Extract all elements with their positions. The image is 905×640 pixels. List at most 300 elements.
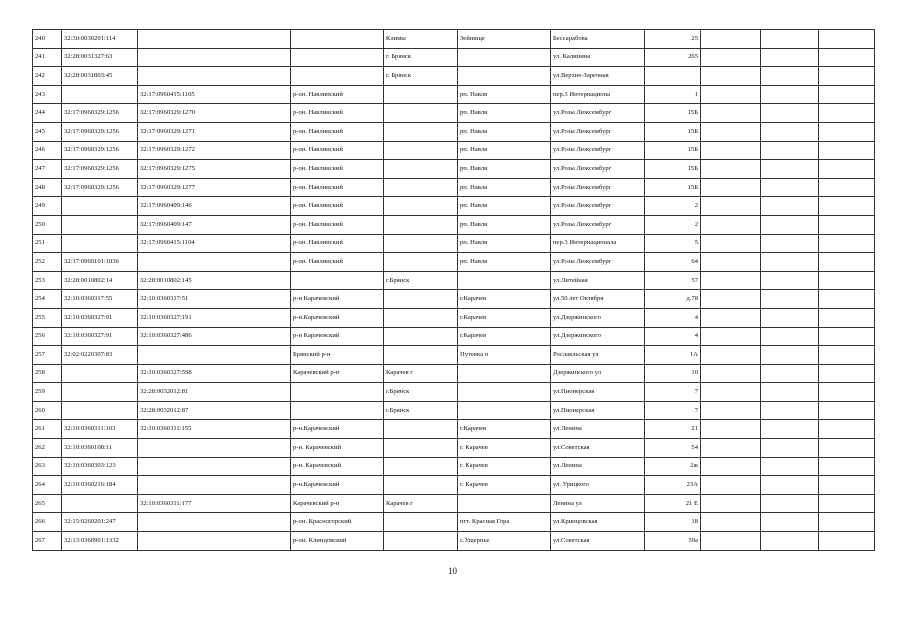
row-number-cell: 240 (33, 30, 62, 49)
empty-cell (701, 122, 761, 141)
cadastral-number-parcel-cell: 32:10:0360108:11 (62, 439, 138, 458)
cadastral-number-object-cell: 32:17:0960329:1270 (138, 104, 291, 123)
settlement-cell (458, 271, 551, 290)
table-row (33, 30, 875, 49)
street-cell: ул.Розы Люксембург (551, 141, 645, 160)
cadastral-number-parcel-cell: 32:15:0260201:247 (62, 513, 138, 532)
locality-cell: Климы (384, 30, 458, 49)
table-row (33, 364, 875, 383)
district-cell: р-он. Клинцовский (291, 532, 384, 551)
row-number-cell: 249 (33, 197, 62, 216)
empty-cell (819, 48, 875, 67)
locality-cell (384, 513, 458, 532)
locality-cell (384, 215, 458, 234)
empty-cell (819, 457, 875, 476)
cadastral-number-object-cell: 32:17:0960329:1275 (138, 160, 291, 179)
street-cell: ул.Советская (551, 532, 645, 551)
row-number-cell: 247 (33, 160, 62, 179)
empty-cell (701, 85, 761, 104)
house-number-cell: 59а (645, 532, 701, 551)
empty-cell (701, 160, 761, 179)
empty-cell (761, 327, 819, 346)
locality-cell: г.Брянск (384, 271, 458, 290)
empty-cell (819, 494, 875, 513)
district-cell: Карачевский р-н (291, 364, 384, 383)
district-cell: р-н. Карачевский (291, 439, 384, 458)
empty-cell (819, 420, 875, 439)
empty-cell (761, 253, 819, 272)
empty-cell (761, 197, 819, 216)
empty-cell (761, 160, 819, 179)
district-cell: р-он. Навлинский (291, 215, 384, 234)
row-number-cell: 248 (33, 178, 62, 197)
row-number-cell: 256 (33, 327, 62, 346)
cadastral-number-parcel-cell: 32:10:0360303:123 (62, 457, 138, 476)
registry-table-body (33, 30, 875, 551)
empty-cell (701, 364, 761, 383)
settlement-cell: рп. Навля (458, 253, 551, 272)
cadastral-number-object-cell: 32:10:0360317:51 (138, 290, 291, 309)
empty-cell (701, 494, 761, 513)
empty-cell (819, 85, 875, 104)
empty-cell (761, 476, 819, 495)
empty-cell (761, 30, 819, 49)
locality-cell (384, 308, 458, 327)
house-number-cell: 21 (645, 420, 701, 439)
cadastral-number-object-cell (138, 30, 291, 49)
empty-cell (701, 197, 761, 216)
district-cell (291, 67, 384, 86)
table-row (33, 197, 875, 216)
table-row (33, 271, 875, 290)
cadastral-number-parcel-cell (62, 215, 138, 234)
empty-cell (761, 420, 819, 439)
cadastral-number-object-cell (138, 253, 291, 272)
empty-cell (819, 401, 875, 420)
street-cell: ул.Розы Люксембург (551, 104, 645, 123)
settlement-cell: рп. Навля (458, 215, 551, 234)
cadastral-number-parcel-cell: 32:30:0030201:114 (62, 30, 138, 49)
district-cell: Карачевский р-н (291, 494, 384, 513)
house-number-cell: 15Б (645, 104, 701, 123)
empty-cell (701, 346, 761, 365)
house-number-cell: 10 (645, 364, 701, 383)
cadastral-number-object-cell: 32:28:0032012:87 (138, 401, 291, 420)
empty-cell (761, 141, 819, 160)
locality-cell (384, 253, 458, 272)
empty-cell (701, 476, 761, 495)
empty-cell (761, 104, 819, 123)
street-cell: ул. Урицкого (551, 476, 645, 495)
house-number-cell: 64 (645, 253, 701, 272)
cadastral-number-object-cell: 32:17:0960329:1277 (138, 178, 291, 197)
empty-cell (819, 532, 875, 551)
row-number-cell: 246 (33, 141, 62, 160)
settlement-cell (458, 48, 551, 67)
empty-cell (819, 439, 875, 458)
street-cell: ул.Ленина (551, 457, 645, 476)
empty-cell (761, 364, 819, 383)
settlement-cell: г.Карачев (458, 308, 551, 327)
cadastral-number-object-cell: 32:10:0360311:155 (138, 420, 291, 439)
table-row (33, 513, 875, 532)
table-row (33, 85, 875, 104)
settlement-cell: с.Ущерпье (458, 532, 551, 551)
house-number-cell: 4 (645, 308, 701, 327)
row-number-cell: 253 (33, 271, 62, 290)
district-cell: р-он. Навлинский (291, 253, 384, 272)
empty-cell (701, 439, 761, 458)
empty-cell (761, 494, 819, 513)
district-cell (291, 30, 384, 49)
district-cell: р-он. Навлинский (291, 234, 384, 253)
cadastral-number-object-cell: 32:10:0360327:191 (138, 308, 291, 327)
registry-table (32, 29, 875, 551)
empty-cell (701, 253, 761, 272)
row-number-cell: 243 (33, 85, 62, 104)
cadastral-number-object-cell (138, 48, 291, 67)
table-row (33, 48, 875, 67)
cadastral-number-object-cell (138, 67, 291, 86)
cadastral-number-parcel-cell: 32:17:0960329:1256 (62, 122, 138, 141)
house-number-cell: 15Б (645, 160, 701, 179)
table-row (33, 178, 875, 197)
settlement-cell: г. Карачев (458, 439, 551, 458)
table-row (33, 383, 875, 402)
street-cell: пер.3 Интернационала (551, 234, 645, 253)
street-cell: ул.Дзержинского (551, 327, 645, 346)
district-cell: р-н.Карачевский (291, 308, 384, 327)
house-number-cell: 4 (645, 327, 701, 346)
house-number-cell: 25 (645, 30, 701, 49)
empty-cell (819, 30, 875, 49)
table-row (33, 67, 875, 86)
settlement-cell: рп. Навля (458, 141, 551, 160)
empty-cell (701, 327, 761, 346)
cadastral-number-parcel-cell (62, 85, 138, 104)
cadastral-number-parcel-cell (62, 494, 138, 513)
house-number-cell: 1 (645, 85, 701, 104)
cadastral-number-parcel-cell: 32:17:0960329:1256 (62, 160, 138, 179)
empty-cell (701, 420, 761, 439)
street-cell: ул.Розы Люксембург (551, 197, 645, 216)
street-cell: ул.Пионерская (551, 401, 645, 420)
settlement-cell: г.Карачев (458, 420, 551, 439)
street-cell: пер.3 Интернациона (551, 85, 645, 104)
locality-cell: Карачев г (384, 494, 458, 513)
locality-cell (384, 178, 458, 197)
empty-cell (819, 308, 875, 327)
table-row (33, 234, 875, 253)
district-cell: р-он. Навлинский (291, 141, 384, 160)
table-row (33, 457, 875, 476)
empty-cell (701, 215, 761, 234)
empty-cell (819, 383, 875, 402)
settlement-cell: г. Карачев (458, 457, 551, 476)
empty-cell (701, 67, 761, 86)
empty-cell (761, 439, 819, 458)
district-cell: р-он. Навлинский (291, 104, 384, 123)
street-cell: ул.Кринцовская (551, 513, 645, 532)
district-cell (291, 48, 384, 67)
empty-cell (701, 383, 761, 402)
district-cell: р-н. Карачевский (291, 457, 384, 476)
locality-cell: г.Брянск (384, 383, 458, 402)
empty-cell (761, 178, 819, 197)
house-number-cell: д.78 (645, 290, 701, 309)
locality-cell (384, 160, 458, 179)
cadastral-number-parcel-cell: 32:17:0960329:1256 (62, 104, 138, 123)
empty-cell (819, 104, 875, 123)
table-row (33, 290, 875, 309)
cadastral-number-parcel-cell: 32:10:0360317:55 (62, 290, 138, 309)
empty-cell (701, 30, 761, 49)
cadastral-number-object-cell (138, 532, 291, 551)
empty-cell (761, 401, 819, 420)
district-cell: Брянский р-н (291, 346, 384, 365)
street-cell: ул.Розы Люксембург (551, 253, 645, 272)
cadastral-number-object-cell (138, 457, 291, 476)
street-cell: ул.Розы Люксембург (551, 122, 645, 141)
row-number-cell: 252 (33, 253, 62, 272)
settlement-cell: рп. Навля (458, 178, 551, 197)
house-number-cell: 7 (645, 401, 701, 420)
row-number-cell: 245 (33, 122, 62, 141)
locality-cell (384, 532, 458, 551)
district-cell: р-он. Навлинский (291, 122, 384, 141)
district-cell: р-н.Карачевский (291, 476, 384, 495)
cadastral-number-parcel-cell (62, 383, 138, 402)
empty-cell (819, 122, 875, 141)
locality-cell (384, 234, 458, 253)
table-row (33, 122, 875, 141)
row-number-cell: 250 (33, 215, 62, 234)
locality-cell (384, 327, 458, 346)
district-cell: р-он. Навлинский (291, 197, 384, 216)
row-number-cell: 242 (33, 67, 62, 86)
cadastral-number-parcel-cell: 32:17:0960329:1256 (62, 141, 138, 160)
empty-cell (761, 122, 819, 141)
settlement-cell: Зейнище (458, 30, 551, 49)
empty-cell (761, 308, 819, 327)
settlement-cell: г.Карачев (458, 327, 551, 346)
settlement-cell: рп. Навля (458, 85, 551, 104)
empty-cell (761, 215, 819, 234)
house-number-cell: 1А (645, 346, 701, 365)
cadastral-number-parcel-cell: 32:10:0360216:184 (62, 476, 138, 495)
locality-cell: г.Брянск (384, 401, 458, 420)
table-row (33, 439, 875, 458)
locality-cell: Карачев г (384, 364, 458, 383)
empty-cell (761, 67, 819, 86)
row-number-cell: 266 (33, 513, 62, 532)
table-row (33, 401, 875, 420)
page-number: 10 (448, 566, 457, 576)
row-number-cell: 260 (33, 401, 62, 420)
row-number-cell: 241 (33, 48, 62, 67)
street-cell: ул.50 лет Октября (551, 290, 645, 309)
table-row (33, 494, 875, 513)
cadastral-number-parcel-cell: 32:17:0960329:1256 (62, 178, 138, 197)
table-row (33, 253, 875, 272)
empty-cell (701, 401, 761, 420)
street-cell: ул.Советская (551, 439, 645, 458)
row-number-cell: 267 (33, 532, 62, 551)
locality-cell (384, 346, 458, 365)
empty-cell (819, 327, 875, 346)
district-cell: р-он. Навлинский (291, 178, 384, 197)
empty-cell (701, 290, 761, 309)
cadastral-number-object-cell: 32:17:0960409:147 (138, 215, 291, 234)
cadastral-number-parcel-cell: 32:10:0360327:91 (62, 327, 138, 346)
empty-cell (701, 141, 761, 160)
empty-cell (761, 48, 819, 67)
table-row (33, 160, 875, 179)
settlement-cell (458, 401, 551, 420)
row-number-cell: 254 (33, 290, 62, 309)
house-number-cell (645, 67, 701, 86)
street-cell: ул.Розы Люксембург (551, 178, 645, 197)
cadastral-number-parcel-cell: 32:10:0360311:103 (62, 420, 138, 439)
district-cell (291, 401, 384, 420)
row-number-cell: 255 (33, 308, 62, 327)
house-number-cell: 23А (645, 476, 701, 495)
table-row (33, 141, 875, 160)
empty-cell (701, 457, 761, 476)
locality-cell (384, 290, 458, 309)
locality-cell (384, 104, 458, 123)
cadastral-number-object-cell (138, 346, 291, 365)
table-row (33, 420, 875, 439)
cadastral-number-parcel-cell: 32:10:0360327:91 (62, 308, 138, 327)
empty-cell (701, 104, 761, 123)
cadastral-number-parcel-cell (62, 364, 138, 383)
street-cell: Бессарабова (551, 30, 645, 49)
street-cell: Ленина ул (551, 494, 645, 513)
locality-cell: г. Брянск (384, 48, 458, 67)
empty-cell (819, 364, 875, 383)
street-cell: ул.Розы Люксембург (551, 215, 645, 234)
settlement-cell: пгт. Красная Гора (458, 513, 551, 532)
empty-cell (761, 513, 819, 532)
empty-cell (819, 476, 875, 495)
settlement-cell (458, 67, 551, 86)
street-cell: ул.Ленина (551, 420, 645, 439)
house-number-cell: 21 Е (645, 494, 701, 513)
empty-cell (761, 271, 819, 290)
empty-cell (761, 457, 819, 476)
empty-cell (701, 308, 761, 327)
settlement-cell (458, 494, 551, 513)
empty-cell (819, 346, 875, 365)
cadastral-number-object-cell (138, 439, 291, 458)
empty-cell (701, 178, 761, 197)
empty-cell (819, 160, 875, 179)
empty-cell (819, 271, 875, 290)
locality-cell (384, 439, 458, 458)
district-cell: р-он. Красногорский (291, 513, 384, 532)
settlement-cell: рп. Навля (458, 122, 551, 141)
settlement-cell: рп. Навля (458, 104, 551, 123)
cadastral-number-parcel-cell: 32:28:0031327:63 (62, 48, 138, 67)
row-number-cell: 261 (33, 420, 62, 439)
row-number-cell: 244 (33, 104, 62, 123)
district-cell: р-он. Навлинский (291, 85, 384, 104)
house-number-cell: 18 (645, 513, 701, 532)
cadastral-number-object-cell: 32:28:0032012:81 (138, 383, 291, 402)
empty-cell (819, 513, 875, 532)
house-number-cell: 15Б (645, 122, 701, 141)
table-row (33, 327, 875, 346)
cadastral-number-parcel-cell: 32:13:0360901:1332 (62, 532, 138, 551)
locality-cell: г. Брянск (384, 67, 458, 86)
locality-cell (384, 85, 458, 104)
cadastral-number-object-cell: 32:17:0960329:1271 (138, 122, 291, 141)
house-number-cell: 2 (645, 197, 701, 216)
cadastral-number-object-cell (138, 476, 291, 495)
house-number-cell: 2ж (645, 457, 701, 476)
street-cell: Дзержинского ул (551, 364, 645, 383)
cadastral-number-parcel-cell: 32:28:0010802:14 (62, 271, 138, 290)
district-cell: р-н.Карачевский (291, 420, 384, 439)
empty-cell (761, 532, 819, 551)
table-row (33, 215, 875, 234)
empty-cell (701, 271, 761, 290)
empty-cell (761, 234, 819, 253)
locality-cell (384, 457, 458, 476)
cadastral-number-object-cell: 32:10:0360327:486 (138, 327, 291, 346)
settlement-cell (458, 383, 551, 402)
row-number-cell: 258 (33, 364, 62, 383)
street-cell: ул.Верхне-Заречная (551, 67, 645, 86)
cadastral-number-object-cell: 32:17:0960415:1104 (138, 234, 291, 253)
row-number-cell: 251 (33, 234, 62, 253)
row-number-cell: 257 (33, 346, 62, 365)
empty-cell (819, 215, 875, 234)
house-number-cell: 265 (645, 48, 701, 67)
house-number-cell: 7 (645, 383, 701, 402)
house-number-cell: 54 (645, 439, 701, 458)
empty-cell (701, 513, 761, 532)
locality-cell (384, 420, 458, 439)
cadastral-number-object-cell: 32:10:0360311:177 (138, 494, 291, 513)
row-number-cell: 264 (33, 476, 62, 495)
locality-cell (384, 122, 458, 141)
district-cell: р-н Карачевский (291, 290, 384, 309)
house-number-cell: 5 (645, 234, 701, 253)
table-row (33, 532, 875, 551)
locality-cell (384, 141, 458, 160)
cadastral-number-parcel-cell: 32:17:0960101:1036 (62, 253, 138, 272)
street-cell: ул.Литейная (551, 271, 645, 290)
empty-cell (761, 290, 819, 309)
settlement-cell: г. Карачев (458, 476, 551, 495)
cadastral-number-parcel-cell (62, 197, 138, 216)
settlement-cell: г.Карачев (458, 290, 551, 309)
empty-cell (819, 178, 875, 197)
district-cell (291, 383, 384, 402)
row-number-cell: 263 (33, 457, 62, 476)
house-number-cell: 15Б (645, 178, 701, 197)
row-number-cell: 262 (33, 439, 62, 458)
empty-cell (819, 67, 875, 86)
table-row (33, 308, 875, 327)
cadastral-number-parcel-cell (62, 234, 138, 253)
empty-cell (819, 253, 875, 272)
district-cell (291, 271, 384, 290)
settlement-cell: рп. Навля (458, 160, 551, 179)
street-cell: ул.Пионерская (551, 383, 645, 402)
